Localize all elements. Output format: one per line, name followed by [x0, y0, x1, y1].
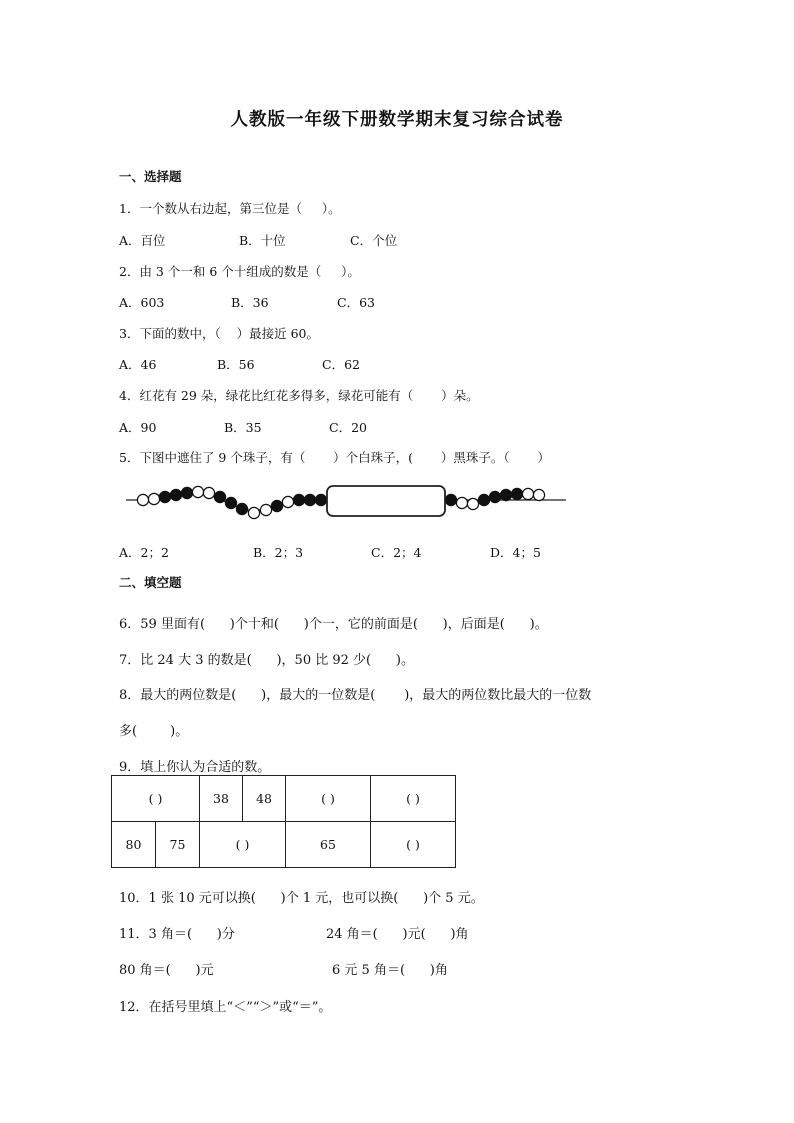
- black-bead: [304, 494, 315, 505]
- question-9: 9．填上你认为合适的数。: [119, 760, 271, 775]
- black-bead: [293, 494, 304, 505]
- black-bead: [214, 491, 225, 502]
- black-bead: [236, 503, 247, 514]
- q5-option-b: B．2；3: [253, 545, 304, 560]
- table-cell[interactable]: ( ): [371, 776, 456, 822]
- table-cell: 65: [286, 822, 371, 868]
- black-bead: [489, 491, 500, 502]
- table-cell[interactable]: ( ): [371, 822, 456, 868]
- q2-option-b: B．36: [231, 295, 269, 310]
- q4-option-c: C．20: [329, 420, 367, 435]
- question-11-a: 11．3 角＝( )分: [119, 927, 235, 942]
- q1-option-a: A．百位: [119, 233, 166, 248]
- q4-option-b: B．35: [224, 420, 262, 435]
- question-12: 12．在括号里填上“＜”“＞”或“＝”。: [119, 1000, 332, 1015]
- q4-option-a: A．90: [119, 420, 157, 435]
- question-5: 5．下图中遮住了 9 个珠子，有（ ）个白珠子，( ）黑珠子。（ ）: [119, 450, 550, 465]
- table-row: [112, 822, 456, 868]
- question-2: 2．由 3 个一和 6 个十组成的数是（ ）。: [119, 264, 360, 279]
- page-title: 人教版一年级下册数学期末复习综合试卷: [230, 110, 564, 130]
- q1-option-c: C．个位: [350, 233, 398, 248]
- table-cell: 75: [156, 822, 200, 868]
- question-1: 1．一个数从右边起，第三位是（ ）。: [119, 201, 341, 216]
- q2-option-a: A．603: [119, 295, 165, 310]
- question-3: 3．下面的数中，（ ）最接近 60。: [119, 326, 319, 341]
- black-bead: [445, 494, 456, 505]
- q5-option-c: C．2；4: [371, 545, 422, 560]
- black-bead: [500, 489, 511, 500]
- question-8: 8．最大的两位数是( )，最大的一位数是( )，最大的两位数比最大的一位数: [119, 688, 592, 703]
- black-bead: [315, 494, 326, 505]
- question-11-d: 6 元 5 角＝( )角: [332, 963, 448, 978]
- question-6: 6．59 里面有( )个十和( )个一，它的前面是( )，后面是( )。: [119, 617, 548, 632]
- white-bead: [260, 504, 271, 515]
- table-cell[interactable]: ( ): [286, 776, 371, 822]
- q3-option-a: A．46: [119, 357, 157, 372]
- white-bead: [137, 494, 148, 505]
- white-bead: [203, 487, 214, 498]
- q5-option-a: A．2；2: [119, 545, 169, 560]
- white-bead: [467, 498, 478, 509]
- section-heading-choice: 一、选择题: [119, 169, 182, 184]
- q3-option-b: B．56: [217, 357, 255, 372]
- question-11-b: 24 角＝( )元( )角: [326, 927, 469, 942]
- question-10: 10．1 张 10 元可以换( )个 1 元，也可以换( )个 5 元。: [119, 891, 484, 906]
- white-bead: [522, 488, 533, 499]
- white-bead: [192, 486, 203, 497]
- white-bead: [148, 493, 159, 504]
- table-cell: 38: [200, 776, 243, 822]
- white-bead: [248, 507, 259, 518]
- table-row: [112, 776, 456, 822]
- black-bead: [225, 497, 236, 508]
- table-cell: 80: [112, 822, 156, 868]
- black-bead: [159, 491, 170, 502]
- black-bead: [511, 488, 522, 499]
- question-11-c: 80 角＝( )元: [119, 963, 214, 978]
- table-cell[interactable]: ( ): [112, 776, 200, 822]
- black-bead: [181, 487, 192, 498]
- section-heading-fill: 二、填空题: [119, 575, 182, 590]
- black-bead: [271, 500, 282, 511]
- q5-option-d: D．4；5: [490, 545, 541, 560]
- q2-option-c: C．63: [337, 295, 375, 310]
- number-table: [111, 775, 456, 868]
- q3-option-c: C．62: [322, 357, 360, 372]
- table-cell[interactable]: ( ): [200, 822, 286, 868]
- white-bead: [456, 497, 467, 508]
- bead-string-figure: [126, 478, 566, 524]
- table-cell: 48: [243, 776, 286, 822]
- question-7: 7．比 24 大 3 的数是( )，50 比 92 少( )。: [119, 653, 414, 668]
- question-4: 4．红花有 29 朵，绿花比红花多得多，绿花可能有（ ）朵。: [119, 388, 479, 403]
- black-bead: [478, 494, 489, 505]
- white-bead: [533, 489, 544, 500]
- q1-option-b: B．十位: [239, 233, 286, 248]
- black-bead: [170, 489, 181, 500]
- white-bead: [282, 496, 293, 507]
- cover-box: [327, 486, 445, 516]
- question-8-cont: 多( )。: [119, 724, 189, 739]
